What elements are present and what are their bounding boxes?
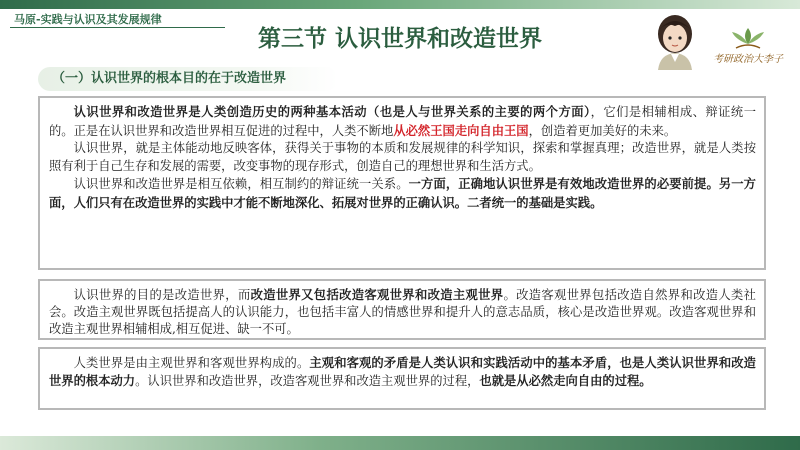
- content-box-1: [38, 96, 766, 270]
- section-heading: [38, 67, 338, 91]
- box1-p3-text: 认识世界和改造世界是相互依赖，相互制约的辩证统一关系。: [73, 177, 409, 191]
- box2-bold: 改造世界又包括改造客观世界和改造主观世界: [250, 287, 504, 302]
- content-box-3: [38, 347, 766, 410]
- box1-p1-bold: 认识世界和改造世界是人类创造历史的两种基本活动（也是人与世界关系的主要的两个方面）: [73, 104, 591, 119]
- box1-p1-highlight: 从必然王国走向自由王国: [393, 122, 529, 138]
- brand-logo: [706, 24, 790, 66]
- box3-bold-1: 主观和客观的矛盾是人类认识和实践活动中的基本矛盾，也是人类认识世界和改造世界的根本动力: [49, 355, 756, 388]
- box1-paragraph-1: [49, 103, 756, 140]
- box3-text-c: 。认识世界和改造世界，改造客观世界和改造主观世界的过程，: [135, 374, 480, 388]
- box2-text-c: 。改造客观世界包括改造自然界和改造人类社会。改造主观世界既包括提高人的认识能力，也包括丰富人的情感世界和提升人的意志品质，核心是改造世界观。改造客观世界和改造主观世界相辅相成,相互促进、缺一不可。: [49, 288, 756, 337]
- top-accent-bar: [0, 0, 800, 9]
- box2-text-a: 认识世界的目的是改造世界，而: [73, 288, 251, 302]
- box1-paragraph-2: 认识世界，就是主体能动地反映客体，获得关于事物的本质和发展规律的科学知识，探索和掌握真理；改造世界，就是人类按照有利于自己生存和发展的需要，改变事物的现存形式，创造自己的理想世界和生活方式。: [49, 141, 756, 173]
- box3-bold-2: 也就是从必然走向自由的过程。: [479, 373, 652, 388]
- box3-paragraph: [49, 354, 756, 390]
- section-heading-text: （一）认识世界的根本目的在于改造世界: [52, 71, 287, 86]
- course-label: 马原-实践与认识及其发展规律: [14, 13, 162, 26]
- content-box-2: [38, 279, 766, 340]
- box2-paragraph: [49, 286, 756, 339]
- box3-text-a: 人类世界是由主观世界和客观世界构成的。: [73, 356, 310, 370]
- box1-p1-text: ，它们是相辅相成、辩证统一的。正是在认识世界和改造世界相互促进的过程中，人类不断地: [49, 105, 756, 138]
- bottom-accent-bar: [0, 436, 800, 450]
- box1-p3-bold: 一方面，正确地认识世界是有效地改造世界的必要前提。另一方面，人们只有在改造世界的实践中才能不断地深化、拓展对世界的正确认识。二者统一的基础是实践。: [49, 176, 756, 210]
- page-title: 第三节 认识世界和改造世界: [257, 26, 542, 52]
- box1-p1-end: ，创造着更加美好的未来。: [528, 123, 677, 138]
- box1-paragraph-3: [49, 175, 756, 212]
- leaf-emblem-icon: [706, 24, 790, 52]
- avatar: [650, 10, 700, 70]
- brand-logo-text: 考研政治大李子: [713, 54, 783, 65]
